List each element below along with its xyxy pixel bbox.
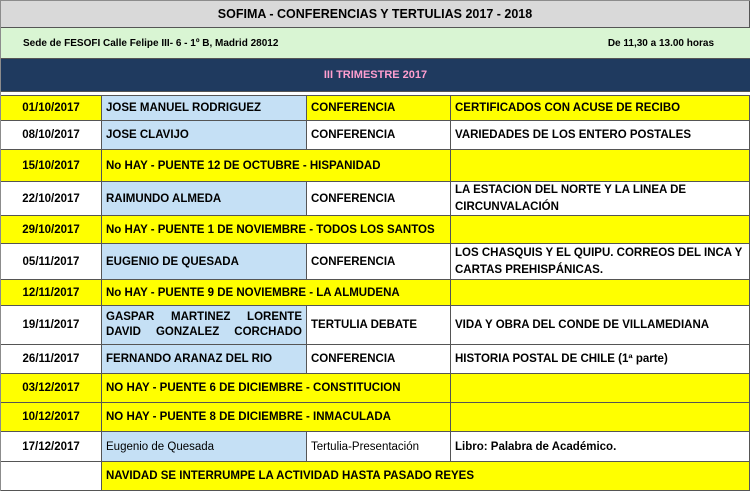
table-row bbox=[1, 280, 750, 306]
table-row bbox=[1, 345, 750, 374]
table-row bbox=[1, 306, 750, 345]
date-cell: 17/12/2017 bbox=[1, 432, 102, 461]
date-cell: 12/11/2017 bbox=[1, 280, 102, 305]
empty-cell bbox=[451, 150, 750, 181]
table-row bbox=[1, 244, 750, 280]
table-row bbox=[1, 462, 750, 491]
note-cell: No HAY - PUENTE 9 DE NOVIEMBRE - LA ALMUDENA bbox=[102, 280, 451, 305]
hours-text: De 11,30 a 13.00 horas bbox=[607, 37, 714, 49]
type-cell: CONFERENCIA bbox=[307, 345, 451, 373]
empty-cell bbox=[451, 374, 750, 402]
topic-cell: LOS CHASQUIS Y EL QUIPU. CORREOS DEL INCA Y CARTAS PREHISPÁNICAS. bbox=[451, 244, 750, 279]
venue-text: Sede de FESOFI Calle Felipe III- 6 - 1º B, Madrid 28012 bbox=[23, 37, 279, 49]
table-row bbox=[1, 150, 750, 182]
topic-cell: LA ESTACION DEL NORTE Y LA LINEA DE CIRCUNVALACIÓN bbox=[451, 182, 750, 215]
date-cell: 29/10/2017 bbox=[1, 216, 102, 243]
speaker-cell: RAIMUNDO ALMEDA bbox=[102, 182, 307, 215]
table-row bbox=[1, 403, 750, 432]
table-row bbox=[1, 182, 750, 216]
info-row bbox=[1, 28, 750, 59]
type-cell: CONFERENCIA bbox=[307, 96, 451, 120]
note-cell: NO HAY - PUENTE 8 DE DICIEMBRE - INMACULADA bbox=[102, 403, 451, 431]
date-cell: 01/10/2017 bbox=[1, 96, 102, 120]
table-row bbox=[1, 432, 750, 462]
note-cell: No HAY - PUENTE 12 DE OCTUBRE - HISPANIDAD bbox=[102, 150, 451, 181]
note-cell: No HAY - PUENTE 1 DE NOVIEMBRE - TODOS LOS SANTOS bbox=[102, 216, 451, 243]
empty-cell bbox=[451, 280, 750, 305]
topic-cell: VARIEDADES DE LOS ENTERO POSTALES bbox=[451, 121, 750, 149]
empty-cell bbox=[451, 216, 750, 243]
speaker-cell: FERNANDO ARANAZ DEL RIO bbox=[102, 345, 307, 373]
date-cell: 26/11/2017 bbox=[1, 345, 102, 373]
table-row bbox=[1, 216, 750, 244]
table-row bbox=[1, 121, 750, 150]
date-cell bbox=[1, 462, 102, 490]
page-title: SOFIMA - CONFERENCIAS Y TERTULIAS 2017 - 2018 bbox=[1, 1, 750, 27]
date-cell: 15/10/2017 bbox=[1, 150, 102, 181]
speaker-cell: Eugenio de Quesada bbox=[102, 432, 307, 461]
date-cell: 03/12/2017 bbox=[1, 374, 102, 402]
topic-cell: HISTORIA POSTAL DE CHILE (1ª parte) bbox=[451, 345, 750, 373]
topic-cell: CERTIFICADOS CON ACUSE DE RECIBO bbox=[451, 96, 750, 120]
type-cell: CONFERENCIA bbox=[307, 182, 451, 215]
trimester-label: III TRIMESTRE 2017 bbox=[323, 69, 428, 81]
date-cell: 08/10/2017 bbox=[1, 121, 102, 149]
speaker-cell: GASPAR MARTINEZ LORENTE DAVID GONZALEZ CORCHADO bbox=[102, 306, 307, 344]
title-row bbox=[1, 1, 750, 28]
table-row bbox=[1, 96, 750, 121]
type-cell: TERTULIA DEBATE bbox=[307, 306, 451, 344]
empty-cell bbox=[451, 403, 750, 431]
type-cell: CONFERENCIA bbox=[307, 244, 451, 279]
date-cell: 05/11/2017 bbox=[1, 244, 102, 279]
date-cell: 22/10/2017 bbox=[1, 182, 102, 215]
topic-cell: VIDA Y OBRA DEL CONDE DE VILLAMEDIANA bbox=[451, 306, 750, 344]
table-row bbox=[1, 374, 750, 403]
type-cell: Tertulia-Presentación bbox=[307, 432, 451, 461]
topic-cell: Libro: Palabra de Académico. bbox=[451, 432, 750, 461]
speaker-cell: EUGENIO DE QUESADA bbox=[102, 244, 307, 279]
holiday-note-cell: NAVIDAD SE INTERRUMPE LA ACTIVIDAD HASTA PASADO REYES bbox=[102, 462, 750, 490]
speaker-cell: JOSE MANUEL RODRIGUEZ bbox=[102, 96, 307, 120]
note-cell: NO HAY - PUENTE 6 DE DICIEMBRE - CONSTITUCION bbox=[102, 374, 451, 402]
date-cell: 19/11/2017 bbox=[1, 306, 102, 344]
date-cell: 10/12/2017 bbox=[1, 403, 102, 431]
speaker-cell: JOSE CLAVIJO bbox=[102, 121, 307, 149]
type-cell: CONFERENCIA bbox=[307, 121, 451, 149]
trimester-header bbox=[1, 59, 750, 92]
